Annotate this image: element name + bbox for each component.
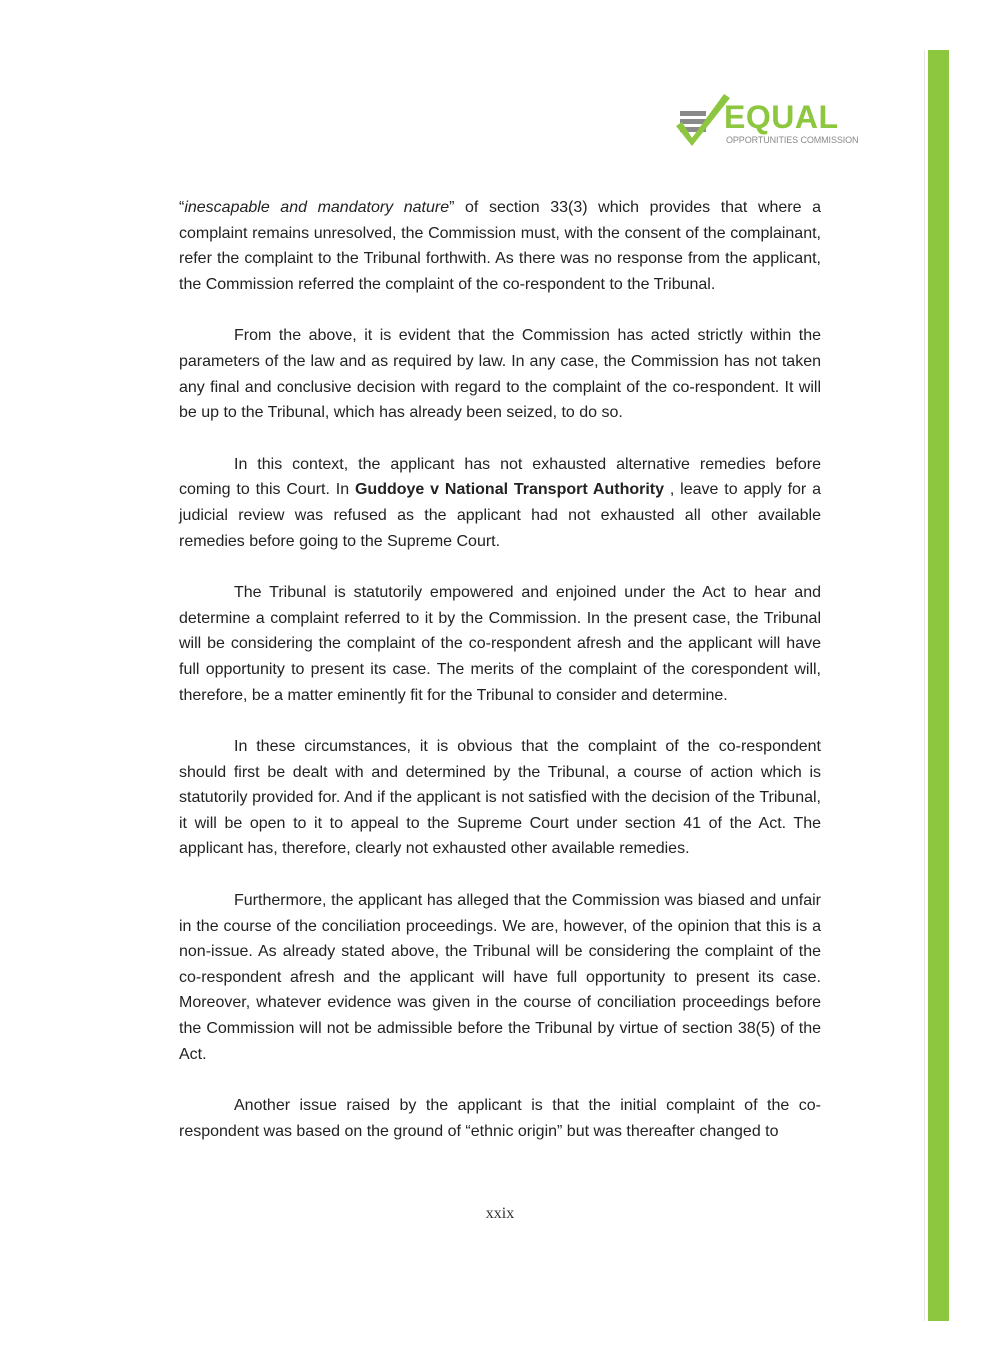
paragraph-1: [179, 195, 821, 297]
side-accent-bar: [928, 50, 949, 1321]
paragraph-5: In these circumstances, it is obvious that the complaint of the co-respondent should first be dealt with and determined by the Tribunal, a course of action which is statutorily provided for. And if the applicant is not satisfied with the decision of the Tribunal, it will be open to it to appeal to the Supreme Court under section 41 of the Act. The applicant has, therefore, clearly not exhausted other available remedies.: [179, 738, 821, 858]
paragraph-6: Furthermore, the applicant has alleged that the Commission was biased and unfair in the course of the conciliation proceedings. We are, however, of the opinion that this is a non-issue. As already stated above, the Tribunal will be considering the complaint of the co-respondent afresh and the applicant will have full opportunity to present its case. Moreover, whatever evidence was given in the course of conciliation proceedings before the Commission will not be admissible before the Tribunal by virtue of section 38(5) of the Act.: [179, 892, 821, 1063]
document-body: [179, 195, 821, 1170]
paragraph-3-text: , leave to apply for a judicial review was refused as the applicant had not exhausted all other available remedies before going to the Supreme Court.: [179, 481, 821, 550]
paragraph-3: [179, 452, 821, 554]
paragraph-7: Another issue raised by the applicant is that the initial complaint of the co-respondent was based on the ground of “ethnic origin” but was thereafter changed to: [179, 1097, 821, 1140]
page-number: xxix: [485, 1205, 515, 1222]
side-bar-divider: [924, 50, 925, 1321]
quoted-phrase: inescapable and mandatory nature: [184, 199, 450, 216]
case-citation: Guddoye v National Transport Authority: [354, 481, 665, 499]
checkmark-icon: [672, 92, 732, 148]
logo-word: EQUAL: [724, 99, 839, 135]
paragraph-1-text: ” of section 33(3) which provides that where a complaint remains unresolved, the Commission must, with the consent of the complainant, refer the complaint to the Tribunal forthwith. As there was no response from the applicant, the Commission referred the complaint of the co-respondent to the Tribunal.: [179, 199, 822, 293]
logo-subtitle: OPPORTUNITIES COMMISSION: [726, 135, 859, 145]
open-quote: “: [179, 199, 185, 216]
paragraph-3-intro: In this context, the applicant has not exhausted alternative remedies before coming to this Court. In: [179, 455, 821, 499]
paragraph-4: The Tribunal is statutorily empowered and enjoined under the Act to hear and determine a complaint referred to it by the Commission. In the present case, the Tribunal will be considering the complaint of the co-respondent afresh and the applicant will have full opportunity to present its case. The merits of the complaint of the corespondent will, therefore, be a matter eminently fit for the Tribunal to consider and determine.: [179, 584, 821, 704]
equal-opportunities-logo: [672, 92, 859, 150]
paragraph-2: From the above, it is evident that the Commission has acted strictly within the parameters of the law and as required by law. In any case, the Commission has not taken any final and conclusive decision with regard to the complaint of the co-respondent. It will be up to the Tribunal, which has already been seized, to do so.: [179, 327, 821, 422]
